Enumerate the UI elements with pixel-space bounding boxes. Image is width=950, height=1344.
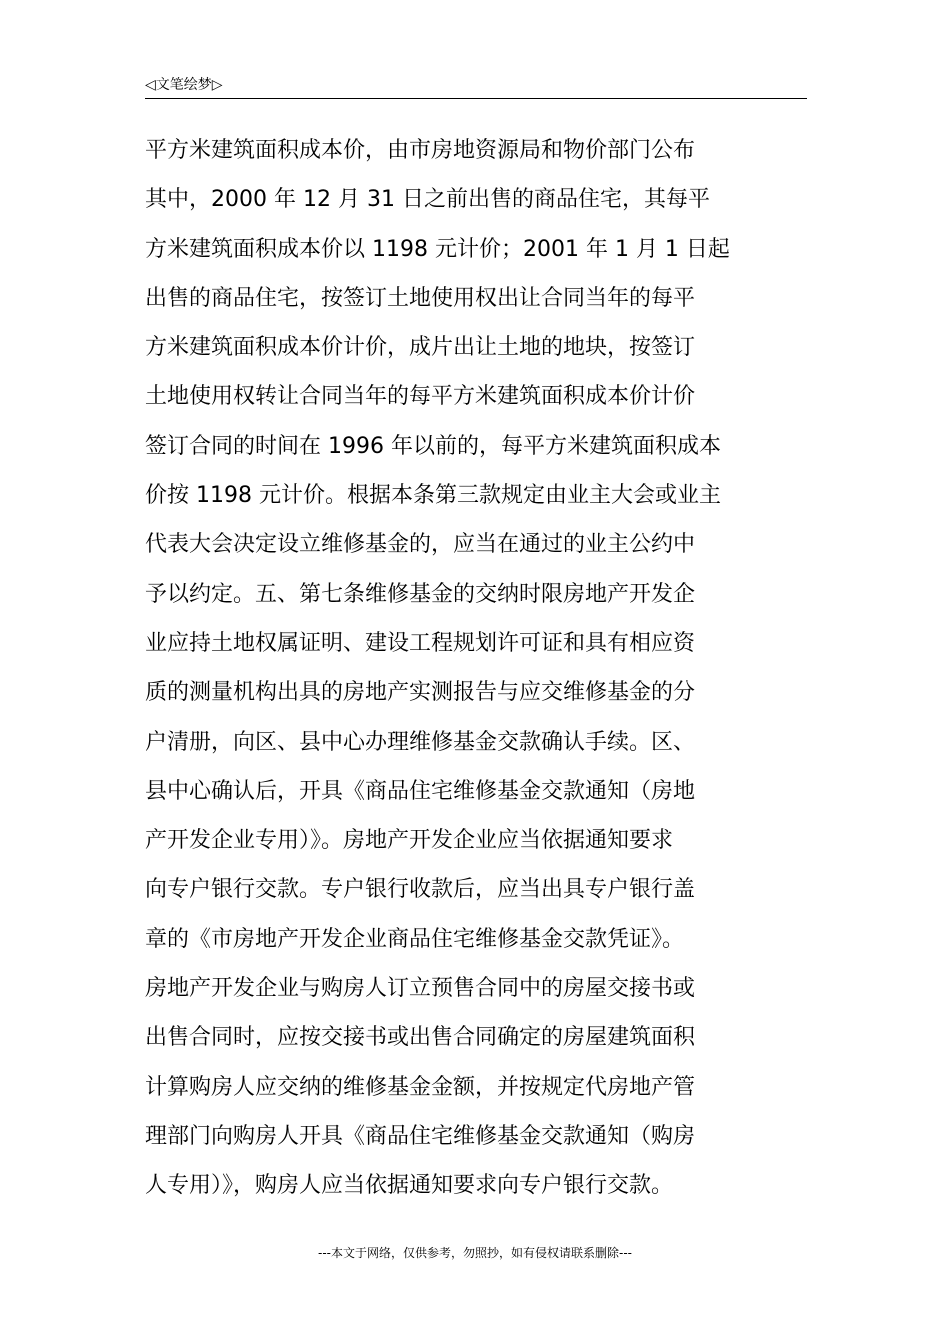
- text-line: 县中心确认后，开具《商品住宅维修基金交款通知（房地: [145, 778, 696, 804]
- text-line: 理部门向购房人开具《商品住宅维修基金交款通知（购房: [145, 1123, 696, 1149]
- page-header: [145, 74, 807, 99]
- header-label: ◁文笔绘梦▷: [145, 77, 223, 93]
- text-line: 出售的商品住宅，按签订土地使用权出让合同当年的每平: [145, 285, 696, 311]
- text-line: 代表大会决定设立维修基金的，应当在通过的业主公约中: [145, 532, 696, 558]
- page-footer: ---本文于网络，仅供参考，勿照抄，如有侵权请联系删除---: [318, 1246, 632, 1260]
- text-line: 户清册，向区、县中心办理维修基金交款确认手续。区、: [145, 729, 696, 755]
- text-line: 土地使用权转让合同当年的每平方米建筑面积成本价计价: [145, 384, 696, 410]
- text-line: 签订合同的时间在 1996 年以前的，每平方米建筑面积成本: [145, 433, 721, 459]
- text-line: 价按 1198 元计价。根据本条第三款规定由业主大会或业主: [145, 483, 721, 509]
- text-line: 方米建筑面积成本价计价，成片出让土地的地块，按签订: [145, 335, 696, 361]
- text-line: 产开发企业专用）》。房地产开发企业应当依据通知要求: [145, 828, 674, 854]
- text-line: 向专户银行交款。专户银行收款后，应当出具专户银行盖: [145, 877, 696, 903]
- text-line: 出售合同时，应按交接书或出售合同确定的房屋建筑面积: [145, 1025, 696, 1051]
- text-line: 房地产开发企业与购房人订立预售合同中的房屋交接书或: [145, 976, 696, 1002]
- text-line: 质的测量机构出具的房地产实测报告与应交维修基金的分: [145, 680, 696, 706]
- text-line: 平方米建筑面积成本价，由市房地资源局和物价部门公布: [145, 138, 696, 163]
- document-body: [145, 126, 807, 1211]
- text-line: 计算购房人应交纳的维修基金金额，并按规定代房地产管: [145, 1074, 696, 1100]
- text-line: 人专用）》，购房人应当依据通知要求向专户银行交款。: [145, 1173, 674, 1199]
- text-line: 其中，2000 年 12 月 31 日之前出售的商品住宅，其每平: [145, 187, 710, 213]
- text-line: 予以约定。五、第七条维修基金的交纳时限房地产开发企: [145, 581, 696, 607]
- text-line: 方米建筑面积成本价以 1198 元计价；2001 年 1 月 1 日起: [145, 236, 730, 262]
- text-line: 章的《市房地产开发企业商品住宅维修基金交款凭证》。: [145, 926, 685, 952]
- text-line: 业应持土地权属证明、建设工程规划许可证和具有相应资: [145, 630, 696, 656]
